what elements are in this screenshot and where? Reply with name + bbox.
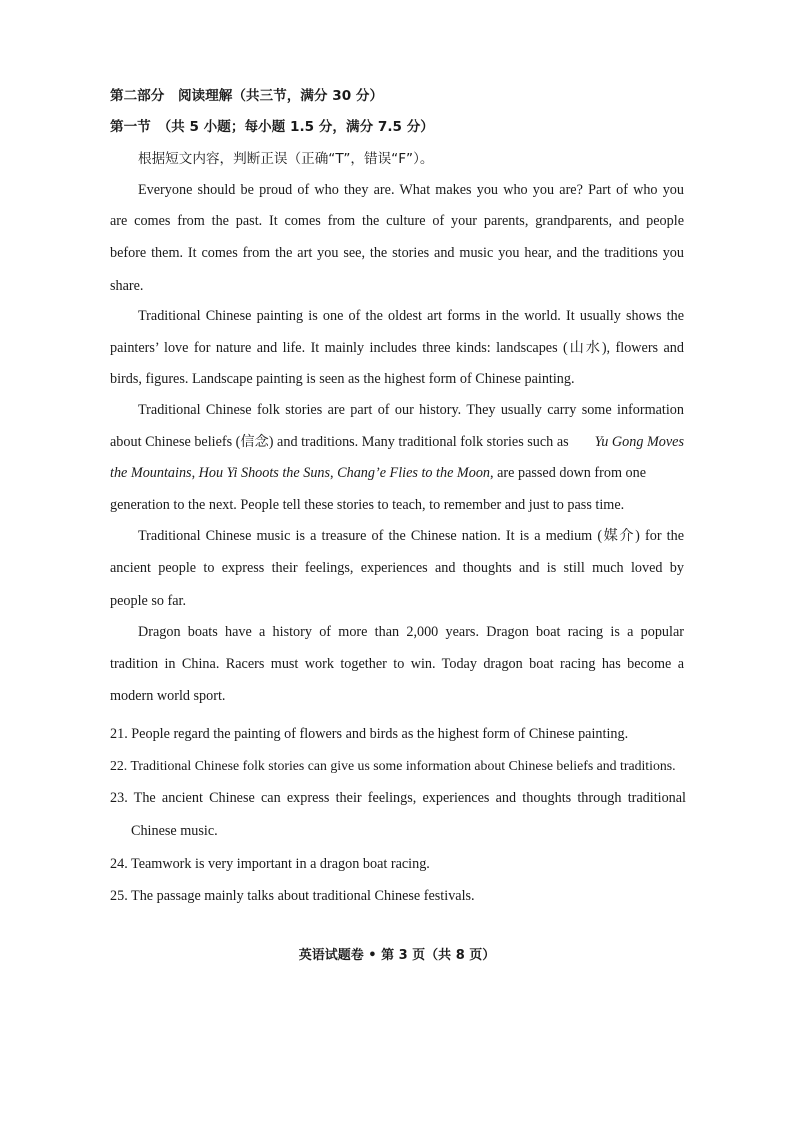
passage-p3-line4: generation to the next. People tell these stories to teach, to remember and just to pass time. — [110, 497, 625, 513]
passage-p4-line2: ancient people to express their feelings, experiences and thoughts and is still much loved by — [110, 560, 684, 576]
passage-p3-line2 — [110, 433, 684, 451]
passage-p2-line3: birds, figures. Landscape painting is seen as the highest form of Chinese painting. — [110, 371, 575, 387]
passage-p5-line2: tradition in China. Racers must work together to win. Today dragon boat racing has become a — [110, 656, 684, 672]
story-title-houyi: Hou Yi Shoots the Suns — [198, 465, 331, 481]
passage-p1-line4: share. — [110, 278, 144, 294]
passage-p2-line1: Traditional Chinese painting is one of the oldest art forms in the world. It usually shows the — [138, 308, 684, 324]
passage-p3-line3 — [110, 464, 684, 482]
story-title-change: Chang’e Flies to the Moon — [337, 465, 491, 481]
passage-p5-line3: modern world sport. — [110, 688, 226, 704]
passage-p1-line1: Everyone should be proud of who they are. What makes you who you are? Part of who you — [138, 182, 684, 198]
passage-p1-line2: are comes from the past. It comes from the culture of your parents, grandparents, and people — [110, 213, 684, 229]
comma: , — [191, 465, 199, 481]
passage-p3-line3-rest: , are passed down from one — [490, 465, 647, 481]
comma: , — [330, 465, 338, 481]
passage-p2-line2: painters’ love for nature and life. It mainly includes three kinds: landscapes (山水), flowers and — [110, 340, 684, 356]
passage-p3-line2-text: about Chinese beliefs (信念) and traditions. Many traditional folk stories such as — [110, 434, 569, 450]
question-25: 25. The passage mainly talks about traditional Chinese festivals. — [110, 888, 475, 904]
instruction: 根据短文内容，判断正误（正确“T”，错误“F”）。 — [138, 151, 434, 167]
passage-p1-line3: before them. It comes from the art you see, the stories and music you hear, and the traditions you — [110, 245, 684, 261]
passage-p4-line1: Traditional Chinese music is a treasure of the Chinese nation. It is a medium (媒介) for the — [138, 528, 684, 544]
story-title-yugong: Yu Gong Moves — [594, 434, 684, 450]
page-footer: 英语试题卷 • 第 3 页（共 8 页） — [298, 948, 496, 963]
question-21: 21. People regard the painting of flowers and birds as the highest form of Chinese painting. — [110, 726, 629, 742]
passage-p5-line1: Dragon boats have a history of more than 2,000 years. Dragon boat racing is a popular — [138, 624, 684, 640]
question-23-continued: Chinese music. — [131, 823, 218, 839]
story-title-mountains: the Mountains — [110, 465, 192, 481]
passage-p4-line3: people so far. — [110, 593, 187, 609]
question-22: 22. Traditional Chinese folk stories can give us some information about Chinese beliefs and traditions. — [110, 758, 676, 773]
question-24: 24. Teamwork is very important in a dragon boat racing. — [110, 856, 430, 872]
subsection-title: 第一节 （共 5 小题；每小题 1.5 分，满分 7.5 分） — [110, 119, 434, 135]
passage-p3-line1: Traditional Chinese folk stories are part of our history. They usually carry some information — [138, 402, 684, 418]
part-title: 第二部分 阅读理解（共三节，满分 30 分） — [110, 88, 384, 104]
question-23: 23. The ancient Chinese can express their feelings, experiences and thoughts through traditional — [110, 790, 686, 806]
